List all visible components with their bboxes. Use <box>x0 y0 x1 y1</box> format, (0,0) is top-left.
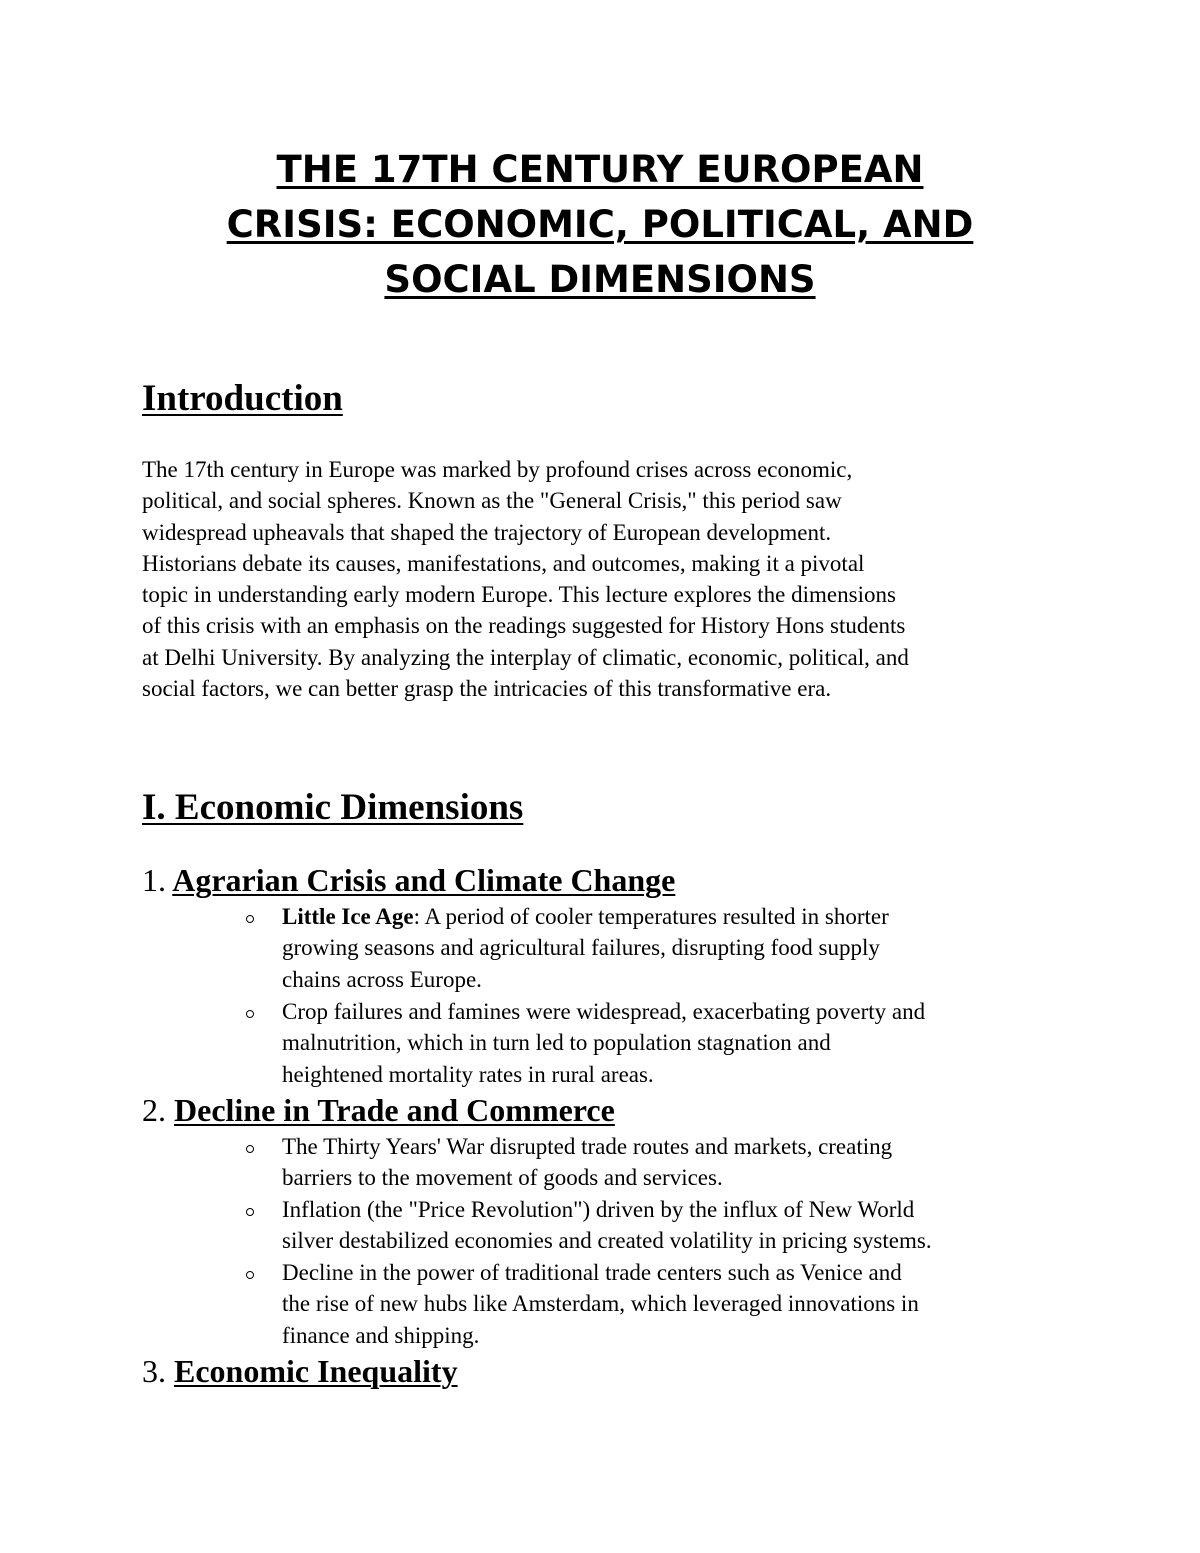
list-item-line: growing seasons and agricultural failures, disrupting food supply <box>282 935 880 961</box>
subsection-heading-agrarian <box>142 860 675 900</box>
paragraph-line: Historians debate its causes, manifestations, and outcomes, making it a pivotal <box>142 550 865 576</box>
list-item-line: malnutrition, which in turn led to population stagnation and <box>282 1030 831 1056</box>
subsection-title: Agrarian Crisis and Climate Change <box>172 862 676 898</box>
list-item-text <box>282 901 1082 995</box>
hollow-circle-bullet-icon <box>246 1145 254 1153</box>
subsection-title: Decline in Trade and Commerce <box>174 1092 615 1128</box>
subsection-number: 2. <box>142 1092 166 1128</box>
subsection-title: Economic Inequality <box>174 1353 458 1389</box>
subsection-number: 3. <box>142 1353 166 1389</box>
key-term: Little Ice Age <box>282 904 414 929</box>
subsection-heading-trade <box>142 1090 615 1130</box>
list-item-line: finance and shipping. <box>282 1322 480 1348</box>
list-item-line: chains across Europe. <box>282 966 482 992</box>
document-title <box>100 142 1100 307</box>
paragraph-line: political, and social spheres. Known as the "General Crisis," this period saw <box>142 488 842 514</box>
paragraph-line: social factors, we can better grasp the intricacies of this transformative era. <box>142 676 832 702</box>
hollow-circle-bullet-icon <box>246 1010 254 1018</box>
list-item-text <box>282 996 1082 1090</box>
paragraph-line: The 17th century in Europe was marked by profound crises across economic, <box>142 457 853 482</box>
subsection-heading-inequality <box>142 1351 458 1391</box>
document-title-line: SOCIAL DIMENSIONS <box>384 258 816 301</box>
list-item-line: Decline in the power of traditional trade centers such as Venice and <box>282 1260 902 1285</box>
document-title-line: CRISIS: ECONOMIC, POLITICAL, AND <box>226 203 974 246</box>
paragraph-line: widespread upheavals that shaped the trajectory of European development. <box>142 519 832 545</box>
paragraph-line: of this crisis with an emphasis on the readings suggested for History Hons students <box>142 613 906 639</box>
list-item-line: heightened mortality rates in rural areas. <box>282 1061 654 1087</box>
paragraph-line: at Delhi University. By analyzing the interplay of climatic, economic, political, and <box>142 644 909 670</box>
introduction-heading: Introduction <box>142 378 343 419</box>
document-title-line: THE 17TH CENTURY EUROPEAN <box>276 148 924 191</box>
list-item-line: the rise of new hubs like Amsterdam, which leveraged innovations in <box>282 1291 919 1317</box>
hollow-circle-bullet-icon <box>246 1271 254 1279</box>
list-item-line: barriers to the movement of goods and services. <box>282 1165 723 1191</box>
hollow-circle-bullet-icon <box>246 1208 254 1216</box>
subsection-number: 1. <box>142 862 166 898</box>
paragraph-line: topic in understanding early modern Europe. This lecture explores the dimensions <box>142 582 896 608</box>
list-item-line: Inflation (the "Price Revolution") driven by the influx of New World <box>282 1197 915 1222</box>
list-item-line: Crop failures and famines were widespread, exacerbating poverty and <box>282 999 926 1024</box>
economic-dimensions-heading: I. Economic Dimensions <box>142 787 524 828</box>
list-item-line: silver destabilized economies and created volatility in pricing systems. <box>282 1228 932 1254</box>
list-item-text <box>282 1257 1082 1351</box>
list-item-line <box>282 901 1082 932</box>
hollow-circle-bullet-icon <box>246 915 254 923</box>
list-item-text <box>282 1131 1082 1194</box>
list-item-line-rest: : A period of cooler temperatures resulted in shorter <box>413 904 889 929</box>
list-item-line: The Thirty Years' War disrupted trade routes and markets, creating <box>282 1134 893 1159</box>
introduction-paragraph <box>142 454 1072 704</box>
list-item-text <box>282 1194 1082 1257</box>
